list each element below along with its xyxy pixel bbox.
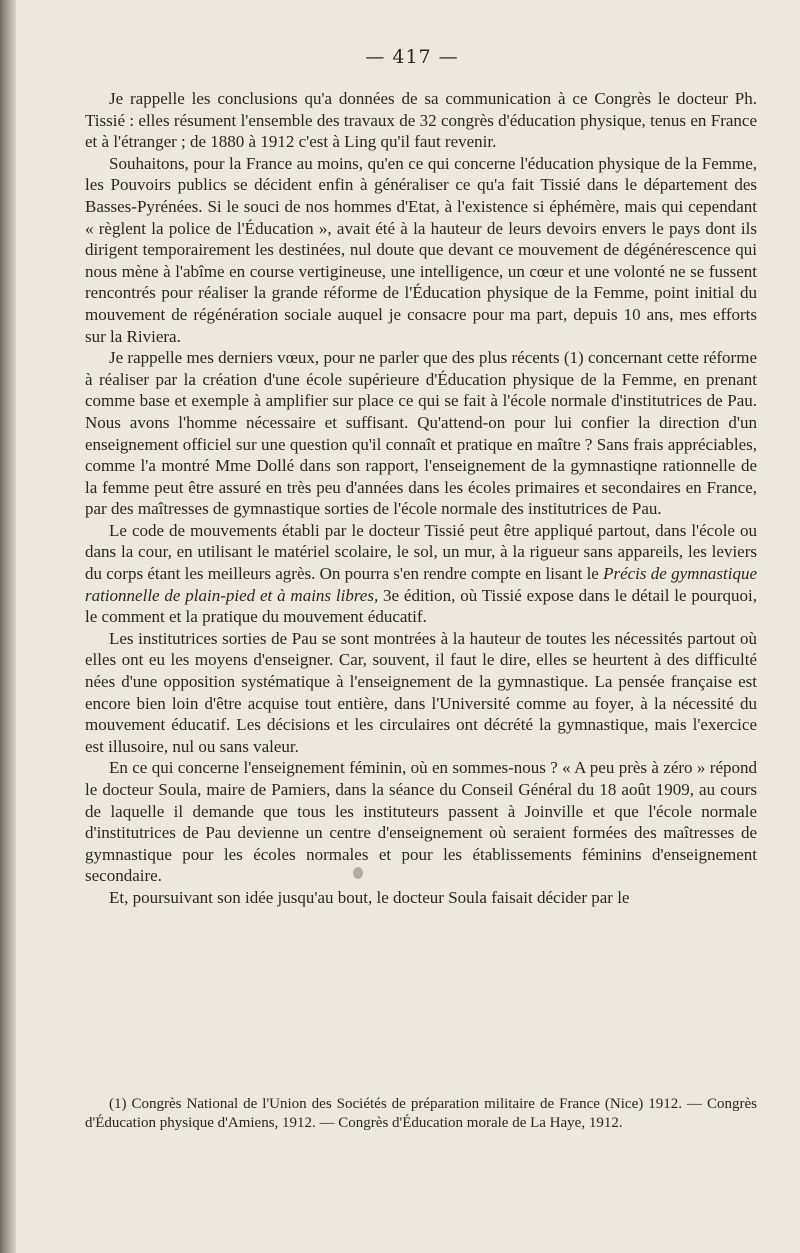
- paragraph-5: Les institutrices sorties de Pau se sont montrées à la hauteur de toutes les nécessités partout où elles ont eu les moyens d'enseigner. Car, souvent, il faut le dire, elles se heurtent à des difficulté nées d'une opposition systématique à l'enseignement de la gymnastique. La pensée française est encore bien loin d'être acquise tout entière, dans l'Université comme au foyer, à la nécessité du mouvement éducatif. Les décisions et les circulaires ont décrété la gymnastique, mais l'exercice est illusoire, nul ou sans valeur.: [85, 628, 757, 756]
- paragraph-1: Je rappelle les conclusions qu'a données de sa communication à ce Congrès le docteur Ph. Tissié : elles résument l'ensemble des travaux de 32 congrès d'éducation physique, tenus en France et à l'étranger ; de 1880 à 1912 c'est à Ling qu'il faut revenir.: [85, 89, 757, 152]
- paragraph-4: [85, 520, 757, 628]
- paragraph-7: Et, poursuivant son idée jusqu'au bout, le docteur Soula faisait décider par le: [109, 887, 630, 907]
- document-page: [24, 0, 800, 1253]
- page-number: — 417 —: [365, 46, 459, 68]
- paragraph-4-tail: 3e édition, où Tissié expose dans le détail le pourquoi, le comment et la pratique du mouvement éducatif.: [85, 585, 758, 627]
- body-text: [85, 88, 757, 909]
- book-title: Précis de gymnastique rationnelle de plain-pied et à mains libres,: [85, 564, 757, 605]
- paragraph-3: Je rappelle mes derniers vœux, pour ne parler que des plus récents (1) concernant cette réforme à réaliser par la création d'une école supérieure d'Éducation physique de la Femme, en prenant comme base et exemple à amplifier sur place ce qui se fait à l'école normale d'institutrices de Pau. Nous avons l'homme nécessaire et suffisant. Qu'attend-on pour lui confier la direction d'un enseignement officiel sur une question qu'il connaît et pratique en maître ? Sans frais appréciables, comme l'a montré Mme Dollé dans son rapport, l'enseignement de la gymnastiqne rationnelle de la femme peut être assuré en très peu d'années dans les écoles primaires et secondaires en France, par des maîtresses de gymnastique sorties de l'école normale des institutrices de Pau.: [85, 348, 757, 519]
- paragraph-6: En ce qui concerne l'enseignement féminin, où en sommes-nous ? « A peu près à zéro » répond le docteur Soula, maire de Pamiers, dans la séance du Conseil Général du 18 août 1909, au cours de laquelle il demande que tous les instituteurs passent à Joinville et que l'école normale d'institutrices de Pau devienne un centre d'enseignement où seraient formées des maîtresses de gymnastique pour les écoles normales et pour les établissements féminins d'enseignement secondaire.: [85, 758, 757, 886]
- ink-stamp-mark: [353, 867, 363, 879]
- page-binding-edge: [0, 0, 16, 1253]
- footnote-1: (1) Congrès National de l'Union des Sociétés de préparation militaire de France (Nice) 1912. — Congrès d'Éducation physique d'Amiens, 1912. — Congrès d'Éducation morale de La Haye, 1912.: [85, 1096, 757, 1131]
- paragraph-4-text: Le code de mouvements établi par le docteur Tissié peut être appliqué partout, dans l'école ou dans la cour, en utilisant le matériel scolaire, le sol, un mur, à la rigueur sans appareils, les leviers du corps étant les meilleurs agrès. On pourra s'en rendre compte en lisant le: [85, 520, 757, 584]
- paragraph-2: Souhaitons, pour la France au moins, qu'en ce qui concerne l'éducation physique de la Femme, les Pouvoirs publics se décident enfin à généraliser ce qu'a fait Tissié dans le département des Basses-Pyrénées. Si le souci de nos hommes d'Etat, à l'existence si éphémère, mais qui cependant « règlent la police de l'Éducation », avait été à la hauteur de leurs devoirs envers le pays dont ils dirigent temporairement les destinées, nul doute que devant ce mouvement de dégénérescence qui nous mène à l'abîme en course vertigineuse, une intelligence, un cœur et une volonté ne se fussent rencontrés pour réaliser la grande réforme de l'Éducation physique de la Femme, point initial du mouvement de régénération sociale auquel je consacre pour ma part, depuis 10 ans, mes efforts sur la Riviera.: [85, 153, 757, 346]
- footnotes: [85, 1095, 757, 1133]
